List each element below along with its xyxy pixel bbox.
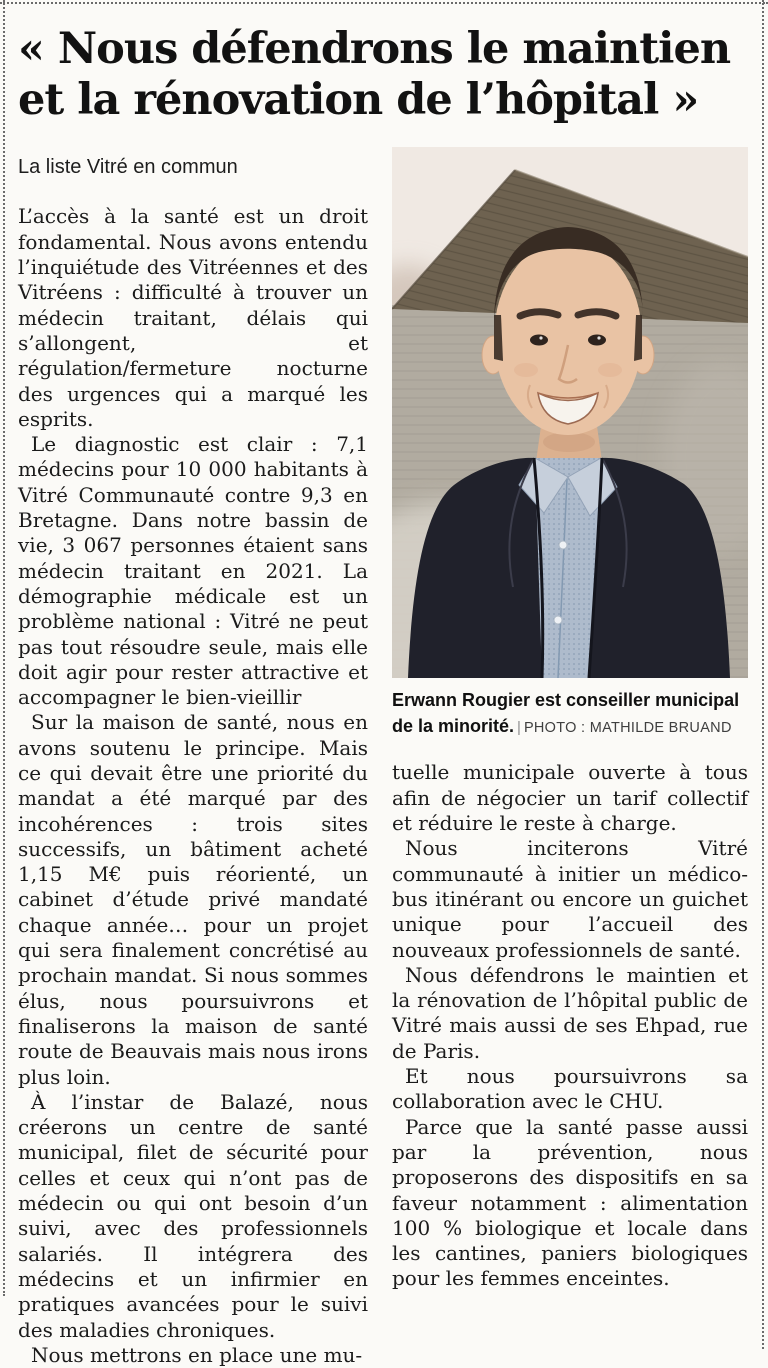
article	[18, 0, 746, 1368]
column-right	[392, 147, 748, 1368]
page-edge-left-dots	[3, 0, 5, 1296]
photo-caption	[392, 687, 748, 741]
column-right-paragraphs	[392, 760, 748, 1291]
page-edge-right-dots	[762, 0, 764, 1349]
article-headline: « Nous défendrons le maintien et la rénovation de l’hôpital »	[18, 24, 731, 125]
photo-caption-text: Erwann Rougier est conseiller municipal de la minorité.	[392, 690, 740, 737]
article-paragraph: À l’instar de Balazé, nous créerons un centre de santé municipal, filet de sécurité pour celles et ceux qui n’ont pas de médecin ou qui ont besoin d’un suivi, avec des professionnels salariés. Il intégrera des médecins et un infirmier en pratiques avancées pour le suivi des maladies chroniques.	[18, 1089, 368, 1342]
article-paragraph: Et nous poursuivrons sa collaboration avec le CHU.	[392, 1064, 748, 1114]
column-left-paragraphs	[18, 204, 368, 1368]
article-paragraph: Le diagnostic est clair : 7,1 médecins pour 10 000 habitants à Vitré Communauté contre 9,3 en Bretagne. Dans notre bassin de vie, 3 067 personnes étaient sans médecin traitant en 2021. La démographie médicale est un problème national : Vitré ne peut pas tout résoudre seule, mais elle doit agir pour rester attractive et accompagner le bien-vieillir	[18, 432, 368, 710]
article-paragraph: L’accès à la santé est un droit fondamental. Nous avons entendu l’inquiétude des Vitréennes et des Vitréens : difficulté à trouver un médecin traitant, délais qui s’allongent, et régulation/fermeture nocturne des urgences qui a marqué les esprits.	[18, 204, 368, 431]
portrait-photo-illustration	[392, 147, 748, 678]
article-photo	[392, 147, 748, 678]
article-paragraph: Nous défendrons le maintien et la rénovation de l’hôpital public de Vitré mais aussi de ses Ehpad, rue de Paris.	[392, 962, 748, 1063]
article-paragraph: Parce que la santé passe aussi par la prévention, nous proposerons des dispositifs en sa faveur notamment : alimentation 100 % biologique et locale dans les cantines, paniers biologiques pour les femmes enceintes.	[392, 1114, 748, 1291]
caption-credit-separator: |	[517, 719, 521, 737]
article-paragraph: tuelle municipale ouverte à tous afin de négocier un tarif collectif et réduire le reste à charge.	[392, 760, 748, 836]
article-body	[18, 147, 746, 1368]
article-paragraph: Sur la maison de santé, nous en avons soutenu le principe. Mais ce qui devait être une priorité du mandat a été marqué par des incohérences : trois sites successifs, un bâtiment acheté 1,15 M€ puis réorienté, un cabinet d’étude privé mandaté chaque année… pour un projet qui sera finalement concrétisé au prochain mandat. Si nous sommes élus, nous poursuivrons et finaliserons la maison de santé route de Beauvais mais nous irons plus loin.	[18, 710, 368, 1089]
article-paragraph: Nous inciterons Vitré communauté à initier un médico-bus itinérant ou encore un guichet unique pour l’accueil des nouveaux professionnels de santé.	[392, 836, 748, 962]
photo-credit: PHOTO : MATHILDE BRUAND	[523, 720, 732, 737]
article-paragraph: Nous mettrons en place une mu-	[31, 1342, 363, 1367]
column-left	[18, 147, 368, 1368]
article-kicker: La liste Vitré en commun	[18, 156, 238, 179]
